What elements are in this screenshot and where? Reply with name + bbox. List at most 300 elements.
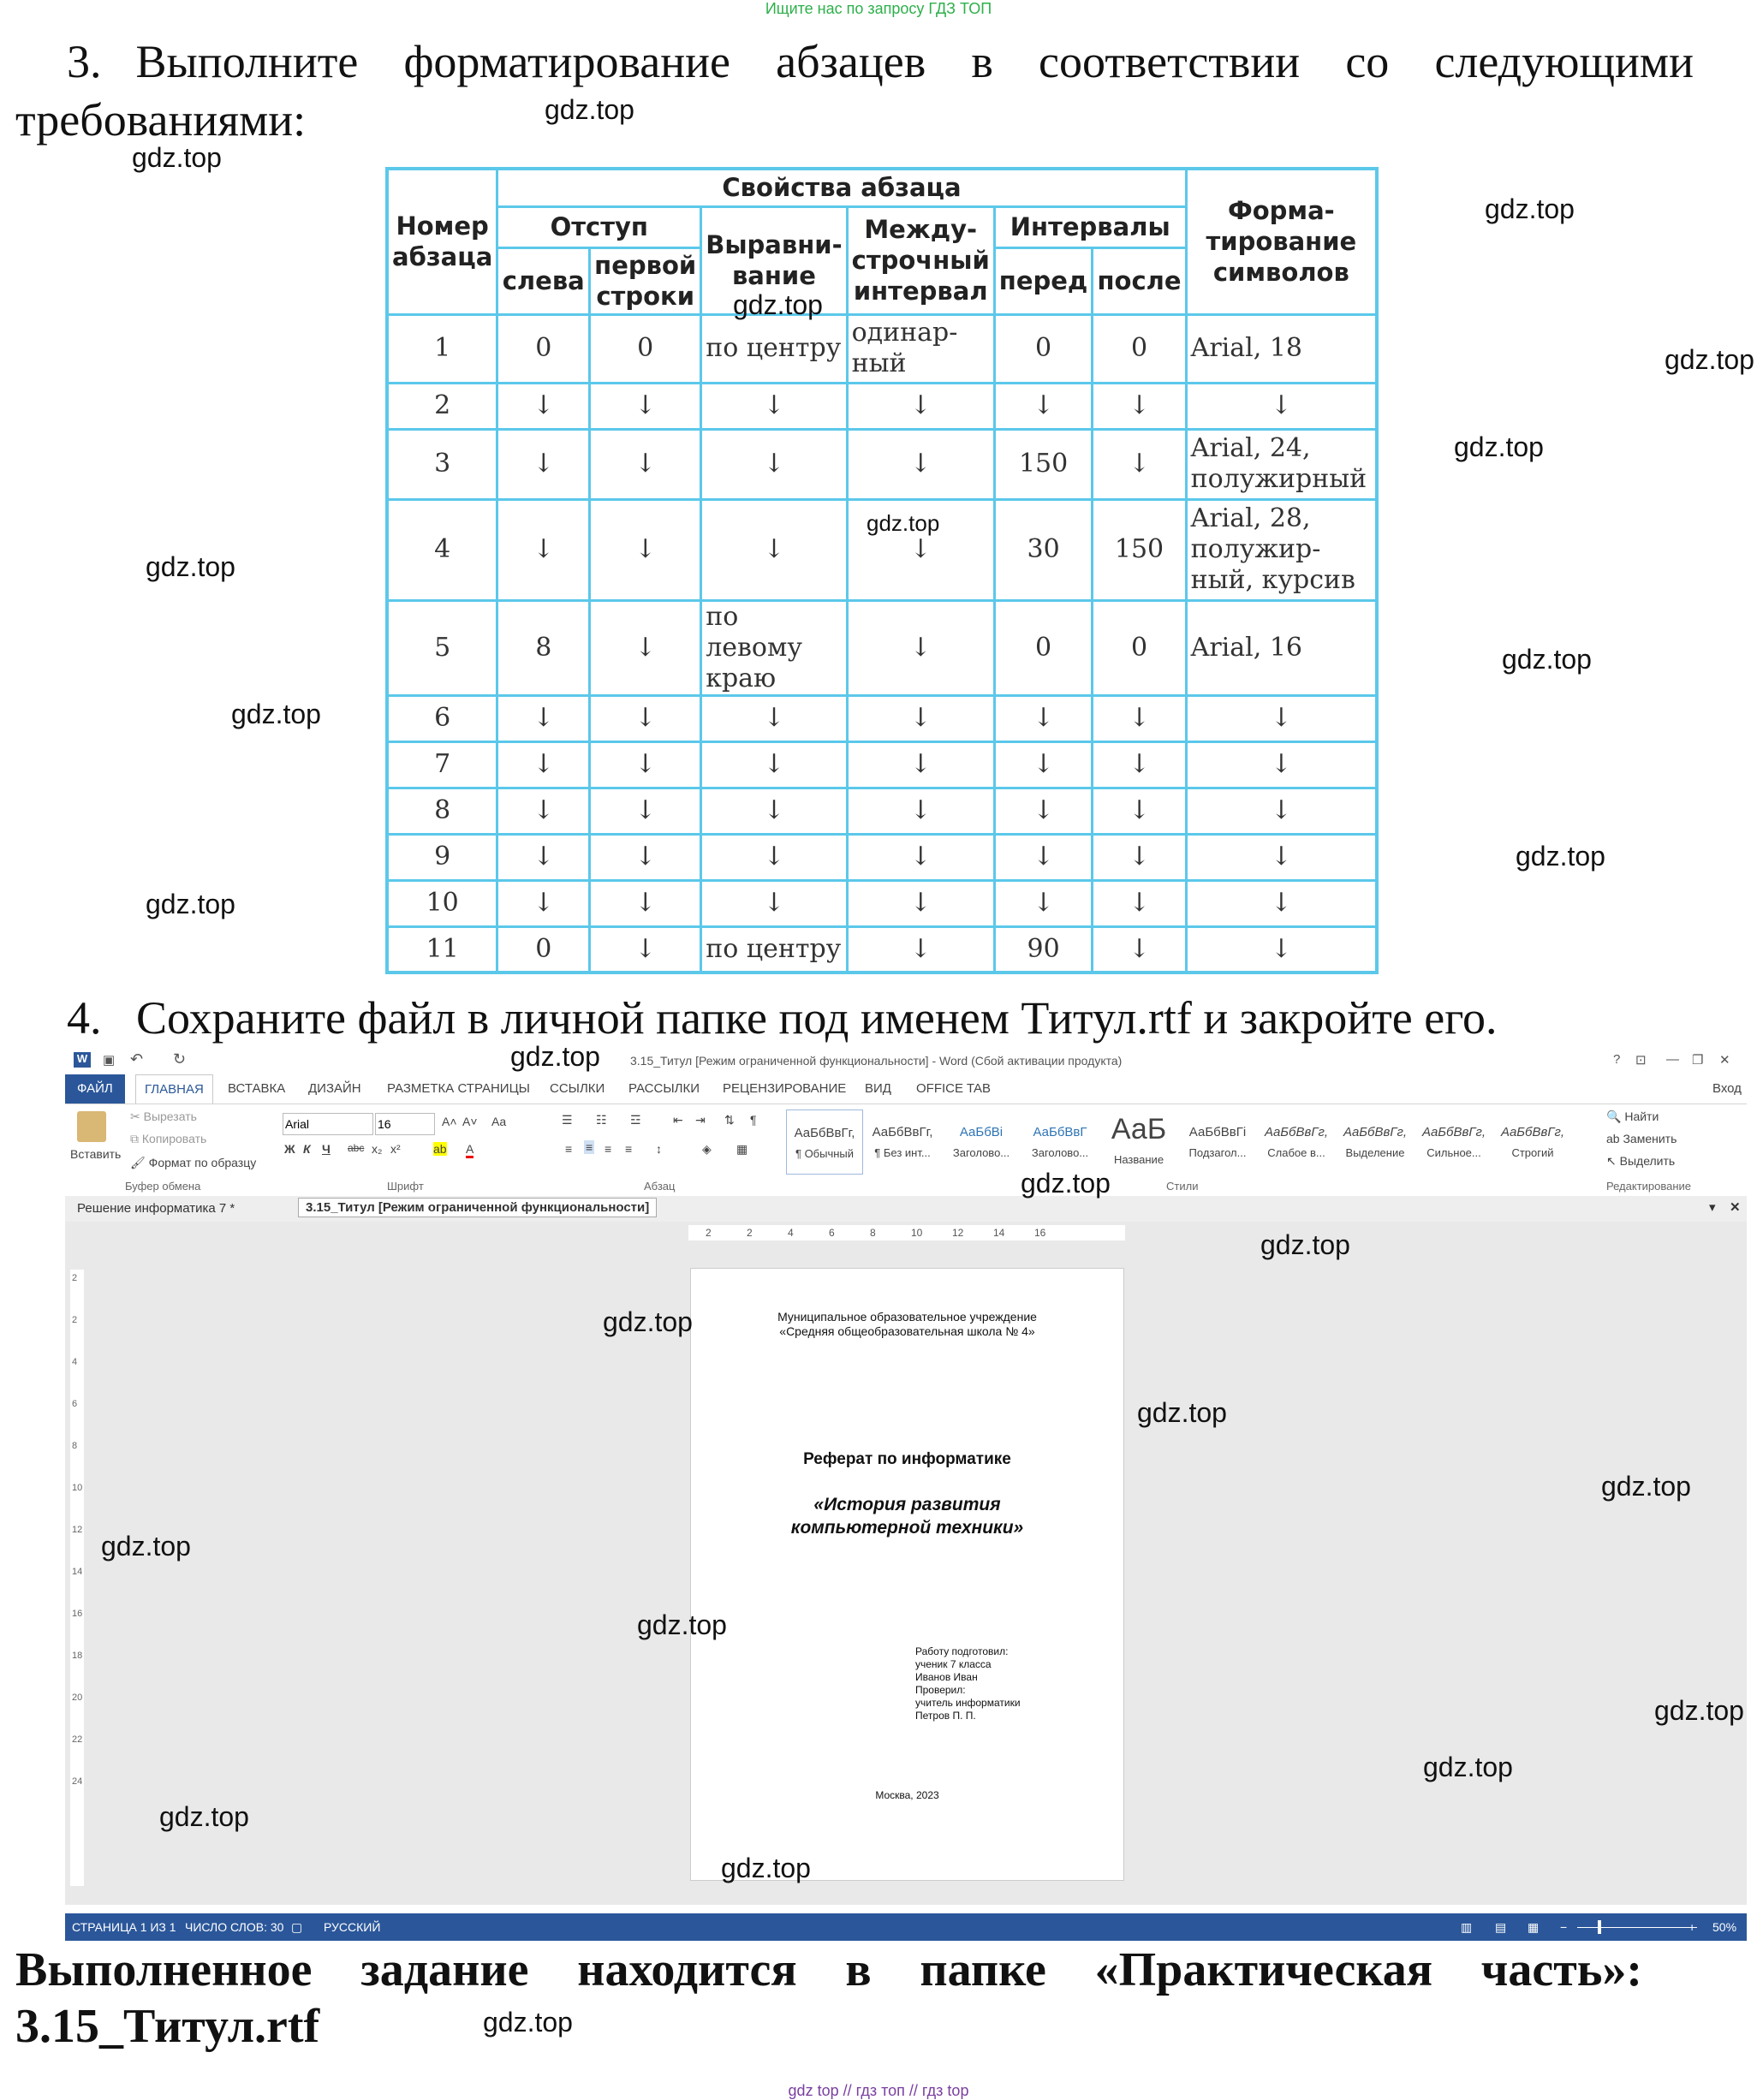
style-sample: АаБбВвГ	[1033, 1125, 1087, 1139]
ruler-mark: 2	[747, 1227, 753, 1239]
cell-r9-c8: ↓	[1186, 834, 1377, 880]
header-left: слева	[497, 247, 590, 314]
tabs-menu-icon[interactable]: ▾	[1709, 1200, 1716, 1215]
cell-r2-c7: ↓	[1093, 383, 1186, 429]
styles-group-label: Стили	[1166, 1180, 1199, 1193]
watermark: gdz.top	[867, 510, 940, 536]
watermark: gdz.top	[146, 551, 235, 582]
cell-r9-c1: 9	[387, 834, 497, 880]
vruler-mark: 18	[72, 1651, 83, 1661]
word-logo-icon: W	[74, 1052, 91, 1068]
header-props: Свойства абзаца	[497, 169, 1186, 206]
cell-r10-c6: ↓	[994, 880, 1093, 926]
signature-line: Петров П. П.	[915, 1710, 976, 1722]
align-right-icon[interactable]: ≡	[605, 1142, 612, 1156]
vruler-mark: 2	[72, 1315, 78, 1325]
cell-r10-c3: ↓	[590, 880, 701, 926]
cell-r1-c7: 0	[1093, 314, 1186, 383]
cell-r7-c6: ↓	[994, 741, 1093, 788]
signature-line: Проверил:	[915, 1684, 966, 1696]
style-sample: АаБбВвГг,	[1264, 1125, 1329, 1139]
style-sample: АаБбВвГг,	[794, 1126, 855, 1140]
cell-r4-c5: ↓	[847, 499, 994, 600]
watermark: gdz.top	[603, 1306, 693, 1337]
signature-line: учитель информатики	[915, 1697, 1021, 1709]
restore-button[interactable]: ❐	[1692, 1053, 1704, 1068]
cell-r3-c7: ↓	[1093, 429, 1186, 499]
increase-indent-icon[interactable]: ⇥	[695, 1113, 706, 1127]
table-row	[387, 926, 1377, 973]
header-line-spacing: Между-строчный интервал	[847, 206, 994, 314]
bold-icon[interactable]: Ж	[284, 1142, 295, 1156]
watermark: gdz.top	[483, 2007, 573, 2038]
watermark: gdz.top	[159, 1801, 249, 1832]
zoom-out-icon[interactable]: −	[1560, 1920, 1568, 1934]
style-name: Заголово...	[952, 1146, 1010, 1159]
task3-paragraph	[15, 33, 1694, 149]
task4-number: 4.	[67, 992, 102, 1044]
cut-label: Вырезать	[143, 1109, 197, 1123]
header-first-line: первой строки	[590, 247, 701, 314]
copy-button[interactable]: ⧉ Копировать	[130, 1132, 207, 1145]
editing-group-label: Редактирование	[1606, 1180, 1692, 1193]
status-bar	[65, 1913, 1747, 1941]
table-row	[387, 429, 1377, 499]
watermark: gdz.top	[1516, 841, 1605, 872]
font-name-input[interactable]	[283, 1113, 373, 1135]
cell-r3-c1: 3	[387, 429, 497, 499]
style-item[interactable]	[1022, 1109, 1098, 1173]
watermark: gdz.top	[101, 1531, 191, 1562]
paragraph-properties-table	[385, 167, 1379, 974]
cell-r3-c4: ↓	[701, 429, 847, 499]
strikethrough-icon[interactable]: abc	[348, 1142, 365, 1154]
top-note: Ищите нас по запросу ГДЗ ТОП	[765, 0, 992, 17]
cell-r5-c8: Arial, 16	[1186, 600, 1377, 695]
paragraph-group-label: Абзац	[644, 1180, 676, 1193]
style-item[interactable]	[1337, 1109, 1413, 1173]
word-window	[65, 1049, 1747, 1948]
cell-r9-c4: ↓	[701, 834, 847, 880]
print-layout-icon[interactable]: ▤	[1495, 1920, 1507, 1934]
cell-r3-c3: ↓	[590, 429, 701, 499]
styles-gallery	[786, 1109, 1634, 1175]
watermark: gdz.top	[637, 1609, 727, 1640]
web-layout-icon[interactable]: ▦	[1528, 1920, 1540, 1934]
numbering-icon[interactable]: ☷	[596, 1113, 607, 1127]
footer-note: gdz top // гдз топ // гдз top	[788, 2082, 969, 2099]
window-title: 3.15_Титул [Режим ограниченной функциональности] - Word (Сбой активации продукта)	[630, 1054, 1123, 1068]
ribbon-display-button[interactable]: ⊡	[1635, 1053, 1647, 1068]
cell-r6-c8: ↓	[1186, 695, 1377, 741]
align-left-icon[interactable]: ≡	[565, 1142, 573, 1156]
vruler-mark: 16	[72, 1609, 83, 1619]
cell-r2-c3: ↓	[590, 383, 701, 429]
cell-r1-c8: Arial, 18	[1186, 314, 1377, 383]
proofing-icon[interactable]: ▢	[291, 1920, 303, 1934]
cell-r9-c5: ↓	[847, 834, 994, 880]
replace-button[interactable]: ab Заменить	[1606, 1132, 1677, 1145]
style-sample: АаБбВвГг,	[1421, 1125, 1486, 1139]
tab-view[interactable]: ВИД	[865, 1081, 891, 1096]
bullets-icon[interactable]: ☰	[562, 1113, 573, 1127]
underline-icon[interactable]: Ч	[322, 1142, 331, 1156]
pilcrow-icon[interactable]: ¶	[750, 1113, 757, 1127]
cell-r6-c4: ↓	[701, 695, 847, 741]
cell-r11-c8: ↓	[1186, 926, 1377, 973]
table-body	[387, 314, 1377, 973]
table-row	[387, 788, 1377, 834]
style-item[interactable]	[1495, 1109, 1570, 1173]
table-row	[387, 314, 1377, 383]
cell-r5-c6: 0	[994, 600, 1093, 695]
header-after: после	[1093, 247, 1186, 314]
result-paragraph: Выполненное задание находится в папке «Практическая часть»: 3.15_Титул.rtf	[15, 1943, 1642, 2053]
watermark: gdz.top	[132, 142, 222, 173]
cell-r2-c2: ↓	[497, 383, 590, 429]
cell-r5-c3: ↓	[590, 600, 701, 695]
select-button[interactable]: ↖ Выделить	[1606, 1154, 1676, 1168]
watermark: gdz.top	[1485, 193, 1575, 224]
cell-r7-c5: ↓	[847, 741, 994, 788]
table-row	[387, 600, 1377, 695]
justify-icon[interactable]: ≡	[625, 1142, 633, 1156]
vruler-mark: 20	[72, 1692, 83, 1703]
style-item[interactable]	[1416, 1109, 1492, 1173]
replace-label: Заменить	[1623, 1132, 1677, 1145]
cell-r9-c6: ↓	[994, 834, 1093, 880]
cell-r3-c8: Arial, 24, полужирный	[1186, 429, 1377, 499]
style-sample: АаБбВвГі	[1188, 1125, 1247, 1139]
cell-r11-c4: по центру	[701, 926, 847, 973]
zoom-level[interactable]: 50%	[1712, 1920, 1737, 1934]
tab-review[interactable]: РЕЦЕНЗИРОВАНИЕ	[723, 1081, 847, 1096]
cell-r6-c7: ↓	[1093, 695, 1186, 741]
cell-r7-c8: ↓	[1186, 741, 1377, 788]
format-painter-label: Формат по образцу	[148, 1156, 257, 1169]
cell-r10-c8: ↓	[1186, 880, 1377, 926]
change-case-icon[interactable]: Aa	[491, 1115, 507, 1128]
decrease-indent-icon[interactable]: ⇤	[673, 1113, 683, 1127]
font-group-label: Шрифт	[387, 1180, 424, 1193]
font-size-input[interactable]	[375, 1113, 435, 1135]
cell-r8-c1: 8	[387, 788, 497, 834]
task3-text: Выполните форматирование абзацев в соответствии со следующими требованиями:	[15, 36, 1694, 146]
cell-r3-c6: 150	[994, 429, 1093, 499]
minimize-button[interactable]: —	[1666, 1052, 1679, 1067]
task4-text: Сохраните файл в личной папке под именем Титул.rtf и закройте его.	[136, 992, 1498, 1044]
page-signature-block	[915, 1645, 1021, 1722]
table-row	[387, 695, 1377, 741]
cell-r1-c1: 1	[387, 314, 497, 383]
watermark: gdz.top	[1137, 1397, 1227, 1428]
header-format: Форма-тирование символов	[1186, 169, 1377, 314]
cell-r8-c2: ↓	[497, 788, 590, 834]
shading-icon[interactable]: ◈	[702, 1142, 712, 1156]
cell-r6-c5: ↓	[847, 695, 994, 741]
cell-r7-c2: ↓	[497, 741, 590, 788]
watermark: gdz.top	[1423, 1752, 1513, 1782]
cell-r1-c4: по центру	[701, 314, 847, 383]
style-name: Сильное...	[1426, 1146, 1481, 1159]
cell-r11-c7: ↓	[1093, 926, 1186, 973]
style-sample: АаБбВі	[959, 1125, 1004, 1139]
status-page[interactable]: СТРАНИЦА 1 ИЗ 1	[72, 1920, 176, 1934]
style-item[interactable]	[1180, 1109, 1255, 1173]
sort-icon[interactable]: ⇅	[724, 1113, 735, 1127]
highlight-icon[interactable]: ab	[433, 1142, 447, 1156]
task4-paragraph	[67, 991, 1498, 1044]
ribbon	[65, 1104, 1747, 1198]
cell-r6-c3: ↓	[590, 695, 701, 741]
style-name: Название	[1113, 1153, 1164, 1166]
shrink-font-icon[interactable]: A˅	[462, 1115, 478, 1128]
cell-r7-c7: ↓	[1093, 741, 1186, 788]
page-subtitle-line1: «История развития	[813, 1495, 1001, 1514]
style-sample: АаБбВвГг,	[872, 1125, 933, 1139]
select-label: Выделить	[1619, 1154, 1676, 1168]
cell-r11-c5: ↓	[847, 926, 994, 973]
cell-r10-c7: ↓	[1093, 880, 1186, 926]
cell-r6-c2: ↓	[497, 695, 590, 741]
cell-r4-c4: ↓	[701, 499, 847, 600]
signature-line: ученик 7 класса	[915, 1658, 992, 1670]
tab-office-tab[interactable]: OFFICE TAB	[916, 1081, 991, 1096]
ruler-mark: 14	[993, 1227, 1005, 1239]
doc-tab-title[interactable]: 3.15_Титул [Режим ограниченной функциональности]	[298, 1198, 657, 1217]
style-name: ¶ Обычный	[795, 1147, 855, 1160]
watermark: gdz.top	[146, 889, 235, 919]
style-sample: АаБбВвГг,	[1343, 1125, 1408, 1139]
style-item[interactable]	[1101, 1109, 1176, 1173]
tab-file[interactable]: ФАЙЛ	[65, 1074, 125, 1104]
cell-r4-c3: ↓	[590, 499, 701, 600]
ribbon-tabs	[65, 1074, 1747, 1104]
tab-references[interactable]: ССЫЛКИ	[550, 1081, 605, 1096]
page-subtitle-line2: компьютерной техники»	[790, 1518, 1024, 1538]
status-words[interactable]: ЧИСЛО СЛОВ: 30	[185, 1920, 284, 1934]
watermark: gdz.top	[510, 1041, 600, 1072]
superscript-icon[interactable]: x²	[390, 1142, 401, 1156]
style-name: ¶ Без инт...	[874, 1146, 931, 1159]
vertical-ruler[interactable]	[70, 1270, 84, 1886]
document-area	[65, 1222, 1747, 1905]
document-tabs	[65, 1196, 1747, 1223]
save-icon[interactable]: ▣	[103, 1053, 116, 1068]
ruler-mark: 12	[952, 1227, 964, 1239]
tab-design[interactable]: ДИЗАЙН	[308, 1081, 361, 1096]
page-org-line2: «Средняя общеобразовательная школа № 4»	[779, 1324, 1035, 1338]
cell-r4-c6: 30	[994, 499, 1093, 600]
watermark: gdz.top	[1502, 644, 1592, 675]
style-item[interactable]	[944, 1109, 1019, 1173]
style-sample: АаБбВвГг,	[1500, 1125, 1565, 1139]
subscript-icon[interactable]: x₂	[372, 1142, 383, 1156]
vruler-mark: 10	[72, 1483, 83, 1493]
close-button[interactable]: ✕	[1719, 1053, 1730, 1068]
watermark: gdz.top	[545, 94, 634, 125]
copy-label: Копировать	[141, 1132, 207, 1145]
vruler-mark: 24	[72, 1776, 83, 1787]
ruler-mark: 8	[870, 1227, 876, 1239]
header-indent: Отступ	[497, 206, 701, 247]
watermark: gdz.top	[733, 289, 823, 320]
watermark: gdz.top	[231, 699, 321, 729]
cell-r9-c7: ↓	[1093, 834, 1186, 880]
cell-r11-c3: ↓	[590, 926, 701, 973]
close-doc-icon[interactable]: ✕	[1730, 1200, 1741, 1215]
cell-r2-c4: ↓	[701, 383, 847, 429]
login-link[interactable]: Вход	[1712, 1081, 1742, 1096]
document-page[interactable]	[690, 1268, 1124, 1881]
cell-r7-c1: 7	[387, 741, 497, 788]
clipboard-group-label: Буфер обмена	[125, 1180, 201, 1193]
cell-r1-c2: 0	[497, 314, 590, 383]
style-name: Подзагол...	[1188, 1146, 1247, 1159]
zoom-slider-thumb[interactable]	[1598, 1920, 1601, 1934]
vruler-mark: 22	[72, 1734, 83, 1745]
vruler-mark: 12	[72, 1525, 83, 1535]
undo-icon[interactable]: ↶	[130, 1050, 144, 1068]
align-center-icon[interactable]: ≡	[586, 1140, 593, 1154]
table-row	[387, 834, 1377, 880]
find-button[interactable]: 🔍 Найти	[1606, 1109, 1659, 1123]
page-org-line1: Муниципальное образовательное учреждение	[777, 1310, 1037, 1324]
vruler-mark: 14	[72, 1567, 83, 1577]
doc-tab-solution[interactable]: Решение информатика 7 *	[77, 1201, 235, 1216]
style-name: Заголово...	[1031, 1146, 1089, 1159]
page-city-year: Москва, 2023	[875, 1789, 939, 1801]
cut-button[interactable]: ✂ Вырезать	[130, 1109, 197, 1123]
tab-layout[interactable]: РАЗМЕТКА СТРАНИЦЫ	[387, 1081, 530, 1096]
style-name: Выделение	[1345, 1146, 1405, 1159]
cell-r5-c2: 8	[497, 600, 590, 695]
cell-r3-c2: ↓	[497, 429, 590, 499]
cell-r2-c6: ↓	[994, 383, 1093, 429]
line-spacing-icon[interactable]: ↕	[656, 1142, 662, 1156]
cell-r5-c5: ↓	[847, 600, 994, 695]
ruler-mark: 2	[706, 1227, 712, 1239]
style-name: Строгий	[1511, 1146, 1554, 1159]
style-sample: АаБ	[1111, 1113, 1167, 1145]
cell-r8-c8: ↓	[1186, 788, 1377, 834]
redo-icon[interactable]: ↻	[173, 1050, 187, 1068]
grow-font-icon[interactable]: A˄	[442, 1115, 457, 1128]
style-item[interactable]	[1259, 1109, 1334, 1173]
cell-r11-c6: 90	[994, 926, 1093, 973]
cell-r5-c4: по левому краю	[701, 600, 847, 695]
format-painter-button[interactable]: 🖌 Формат по образцу	[130, 1156, 257, 1169]
cell-r7-c3: ↓	[590, 741, 701, 788]
cell-r10-c4: ↓	[701, 880, 847, 926]
page-title: Реферат по информатике	[803, 1450, 1011, 1468]
cell-r8-c7: ↓	[1093, 788, 1186, 834]
watermark: gdz.top	[721, 1853, 811, 1883]
cell-r4-c7: 150	[1093, 499, 1186, 600]
find-label: Найти	[1624, 1109, 1659, 1123]
cell-r11-c2: 0	[497, 926, 590, 973]
task3-number: 3.	[67, 36, 102, 87]
ruler-mark: 10	[911, 1227, 923, 1239]
signature-line: Работу подготовил:	[915, 1645, 1009, 1657]
cell-r8-c5: ↓	[847, 788, 994, 834]
horizontal-ruler[interactable]	[688, 1225, 1125, 1240]
header-number: Номер абзаца	[387, 169, 497, 314]
cell-r3-c5: ↓	[847, 429, 994, 499]
watermark: gdz.top	[1021, 1168, 1111, 1199]
font-color-icon[interactable]: A	[466, 1142, 473, 1158]
cell-r11-c1: 11	[387, 926, 497, 973]
tab-mailings[interactable]: РАССЫЛКИ	[628, 1081, 700, 1096]
ruler-mark: 16	[1034, 1227, 1046, 1239]
cell-r6-c1: 6	[387, 695, 497, 741]
watermark: gdz.top	[1665, 344, 1754, 375]
header-align: Выравни-вание	[701, 206, 847, 314]
ruler-mark: 6	[829, 1227, 835, 1239]
cell-r8-c4: ↓	[701, 788, 847, 834]
watermark: gdz.top	[1601, 1471, 1691, 1502]
cell-r9-c3: ↓	[590, 834, 701, 880]
read-mode-icon[interactable]: ▥	[1461, 1920, 1473, 1934]
style-item[interactable]	[865, 1109, 940, 1173]
vruler-mark: 4	[72, 1357, 78, 1367]
vruler-mark: 8	[72, 1441, 78, 1451]
style-name: Слабое в...	[1267, 1146, 1325, 1159]
cell-r10-c5: ↓	[847, 880, 994, 926]
cell-r8-c3: ↓	[590, 788, 701, 834]
header-intervals: Интервалы	[994, 206, 1186, 247]
borders-icon[interactable]: ▦	[736, 1142, 748, 1156]
cell-r8-c6: ↓	[994, 788, 1093, 834]
help-button[interactable]: ?	[1613, 1052, 1621, 1067]
table-row	[387, 880, 1377, 926]
header-before: перед	[994, 247, 1093, 314]
style-item[interactable]	[786, 1109, 863, 1175]
cell-r1-c6: 0	[994, 314, 1093, 383]
italic-icon[interactable]: К	[303, 1142, 311, 1156]
tab-home[interactable]: ГЛАВНАЯ	[135, 1074, 213, 1104]
cell-r4-c2: ↓	[497, 499, 590, 600]
signature-line: Иванов Иван	[915, 1671, 978, 1683]
watermark: gdz.top	[1654, 1695, 1744, 1726]
cell-r10-c2: ↓	[497, 880, 590, 926]
zoom-in-icon[interactable]: +	[1689, 1920, 1696, 1934]
watermark: gdz.top	[1260, 1229, 1350, 1260]
paste-icon[interactable]	[77, 1111, 106, 1142]
tab-insert[interactable]: ВСТАВКА	[228, 1081, 286, 1096]
cell-r10-c1: 10	[387, 880, 497, 926]
table-row	[387, 741, 1377, 788]
cell-r6-c6: ↓	[994, 695, 1093, 741]
cell-r4-c8: Arial, 28, полужир-ный, курсив	[1186, 499, 1377, 600]
cell-r4-c1: 4	[387, 499, 497, 600]
multilevel-list-icon[interactable]: ☲	[630, 1113, 641, 1127]
vruler-mark: 2	[72, 1273, 78, 1283]
cell-r1-c3: 0	[590, 314, 701, 383]
ruler-mark: 4	[788, 1227, 794, 1239]
title-bar	[65, 1049, 1747, 1074]
cell-r2-c5: ↓	[847, 383, 994, 429]
table-row	[387, 383, 1377, 429]
zoom-slider[interactable]	[1577, 1927, 1697, 1928]
cell-r2-c8: ↓	[1186, 383, 1377, 429]
paste-button[interactable]: Вставить	[70, 1147, 122, 1161]
status-language[interactable]: РУССКИЙ	[324, 1920, 381, 1934]
cell-r9-c2: ↓	[497, 834, 590, 880]
cell-r7-c4: ↓	[701, 741, 847, 788]
cell-r2-c1: 2	[387, 383, 497, 429]
vruler-mark: 6	[72, 1399, 78, 1409]
